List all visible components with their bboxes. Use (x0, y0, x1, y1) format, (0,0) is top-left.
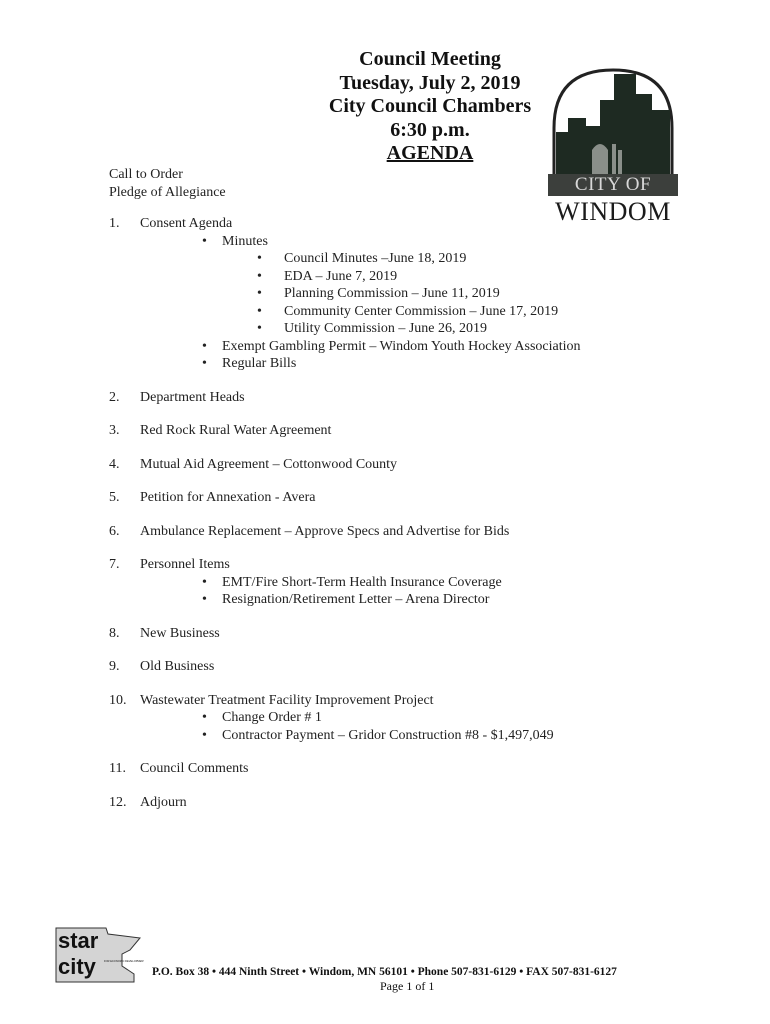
item-number: 6. (109, 523, 120, 539)
agenda-item-6 (109, 523, 729, 541)
item-number: 12. (109, 794, 127, 810)
list-item: • Community Center Commission – June 17, 2019 (109, 303, 729, 321)
item-title: Adjourn (140, 794, 187, 810)
item-title: Red Rock Rural Water Agreement (140, 423, 332, 438)
item-title: Consent Agenda (140, 216, 233, 231)
logo-city-of-text: CITY OF (548, 174, 678, 196)
item-title: Petition for Annexation - Avera (140, 490, 316, 505)
agenda-item-4 (109, 456, 729, 474)
list-item: • Planning Commission – June 11, 2019 (109, 285, 729, 303)
agenda-heading: AGENDA (386, 142, 474, 164)
minnesota-map-icon (52, 924, 144, 984)
item-number: 8. (109, 625, 120, 641)
list-item: • Council Minutes –June 18, 2019 (109, 250, 729, 268)
agenda-item-8 (109, 625, 729, 643)
consent-sublist (109, 233, 729, 251)
call-to-order: Call to Order (109, 167, 183, 182)
logo-star-text: star (58, 928, 99, 953)
page-number: Page 1 of 1 (380, 979, 435, 993)
list-item: • Regular Bills (109, 355, 729, 373)
list-item: • EDA – June 7, 2019 (109, 268, 729, 286)
meeting-title: Council Meeting (359, 48, 501, 70)
item-number: 1. (109, 216, 120, 231)
agenda-item-5 (109, 489, 729, 507)
item-number: 11. (109, 761, 126, 776)
skyline-icon (548, 66, 678, 176)
item-title: Personnel Items (140, 557, 230, 572)
agenda-item-2 (109, 389, 729, 407)
agenda-list (109, 215, 729, 827)
item-title: Old Business (140, 659, 215, 674)
opening-items (109, 166, 226, 201)
footer-address: P.O. Box 38 • 444 Ninth Street • Windom, MN 56101 • Phone 507-831-6129 • FAX 507-831-6127 (152, 966, 617, 978)
list-item: • Utility Commission – June 26, 2019 (109, 320, 729, 338)
consent-other-list (109, 338, 729, 373)
item-title: Wastewater Treatment Facility Improvement Project (140, 692, 434, 708)
item-title: New Business (140, 625, 220, 641)
list-item: • Exempt Gambling Permit – Windom Youth Hockey Association (109, 338, 729, 356)
meeting-date: Tuesday, July 2, 2019 (339, 71, 521, 94)
star-city-logo (52, 924, 144, 984)
item-number: 10. (109, 692, 127, 708)
wastewater-sublist (109, 709, 729, 744)
item-number: 2. (109, 389, 120, 405)
item-title: Council Comments (140, 761, 249, 776)
logo-windom-text: WINDOM (555, 197, 671, 226)
personnel-sublist (109, 574, 729, 609)
agenda-item-10 (109, 692, 729, 745)
item-title: Department Heads (140, 389, 245, 405)
meeting-location: City Council Chambers (328, 95, 532, 117)
pledge-of-allegiance: Pledge of Allegiance (109, 184, 226, 200)
agenda-item-9 (109, 658, 729, 676)
item-number: 3. (109, 423, 120, 438)
list-item: • EMT/Fire Short-Term Health Insurance Coverage (109, 574, 729, 592)
logo-city-text: city (58, 954, 96, 979)
minutes-label: • Minutes (109, 233, 729, 251)
item-number: 7. (109, 557, 120, 572)
item-title: Ambulance Replacement – Approve Specs and Advertise for Bids (140, 523, 510, 539)
item-number: 5. (109, 490, 120, 505)
agenda-item-1 (109, 215, 729, 373)
meeting-time: 6:30 p.m. (390, 118, 470, 141)
agenda-item-7 (109, 556, 729, 609)
minutes-list (109, 250, 729, 338)
item-title: Mutual Aid Agreement – Cottonwood County (140, 456, 398, 472)
list-item: • Contractor Payment – Gridor Construction #8 - $1,497,049 (109, 727, 729, 745)
city-of-windom-logo (548, 66, 678, 226)
logo-tag-text: FOR ECONOMIC DEVELOPMENT (104, 960, 144, 963)
agenda-item-12 (109, 794, 729, 812)
meeting-header (300, 48, 560, 166)
agenda-item-3 (109, 422, 729, 440)
item-number: 4. (109, 456, 120, 472)
agenda-item-11 (109, 760, 729, 778)
list-item: • Change Order # 1 (109, 709, 729, 727)
list-item: • Resignation/Retirement Letter – Arena Director (109, 591, 729, 609)
item-number: 9. (109, 659, 120, 674)
